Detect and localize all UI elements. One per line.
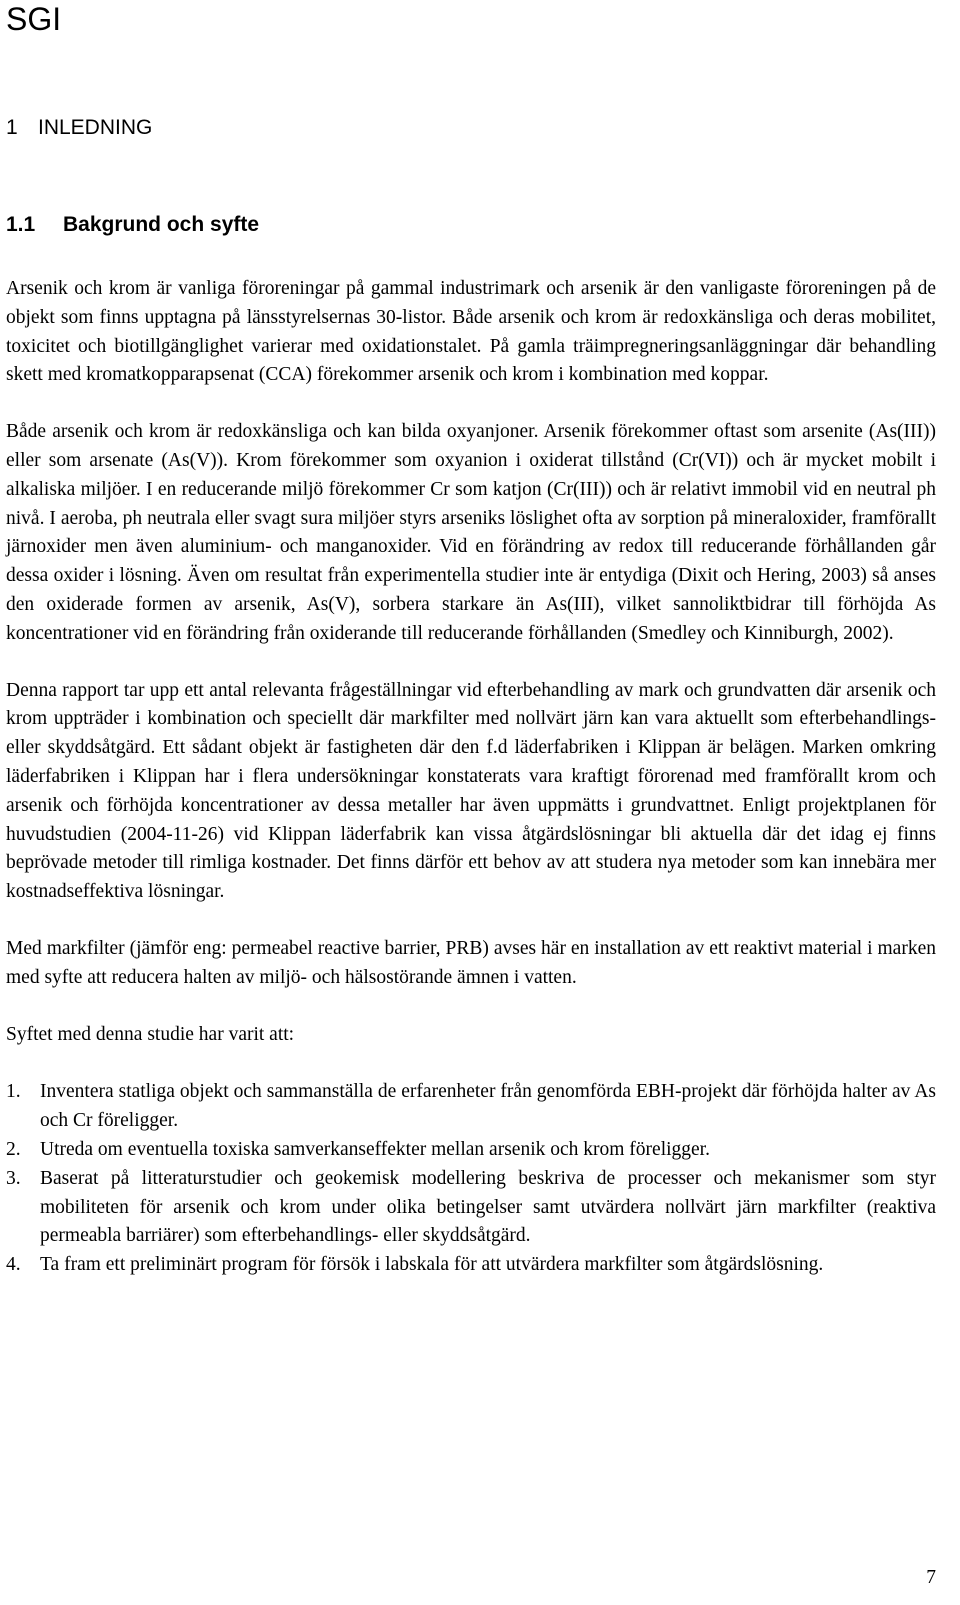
goals-list <box>6 1078 936 1280</box>
list-item-number: 2. <box>6 1138 21 1160</box>
paragraph-purpose-intro: Syftet med denna studie har varit att: <box>6 1023 295 1045</box>
list-item <box>6 1165 936 1251</box>
list-item-number: 3. <box>6 1167 21 1189</box>
subsection-heading <box>6 212 259 238</box>
list-item <box>6 1078 936 1136</box>
list-item-text: Utreda om eventuella toxiska samverkanseffekter mellan arsenik och krom föreligger. <box>40 1138 710 1160</box>
list-item-number: 1. <box>6 1081 21 1103</box>
subsection-number: 1.1 <box>6 213 36 236</box>
paragraph-markfilter: Med markfilter (jämför eng: permeabel reactive barrier, PRB) avses här en installation av ett reaktivt material i marken med syfte att reducera halten av miljö- och hälsostörande ämnen i vatten. <box>6 937 936 988</box>
section-title: INLEDNING <box>38 116 153 139</box>
section-heading <box>6 115 152 141</box>
subsection-title: Bakgrund och syfte <box>63 213 260 236</box>
list-item <box>6 1251 936 1280</box>
paragraph-background: Arsenik och krom är vanliga föroreningar på gammal industrimark och arsenik är den vanligaste föroreningen på de objekt som finns upptagna på länsstyrelsernas 30-listor. Både arsenik och krom är redoxkänsliga och deras mobilitet, toxicitet och biotillgänglighet varierar med oxidationstalet. På gamla träimpregneringsanläggningar där behandling skett med kromatkopparарsenat (CCA) förekommer arsenik och krom i kombination med koppar. <box>6 278 936 386</box>
paragraph-redox: Både arsenik och krom är redoxkänsliga och kan bilda oxyanjoner. Arsenik förekommer oftast som arsenite (As(III)) eller som arsenate (As(V)). Krom förekommer som oxyanion i oxiderat tillstånd (Cr(VI)) och är mycket mobilt i alkaliska miljöer. I en reducerande miljö förekommer Cr som katjon (Cr(III)) och är relativt immobil vid en neutral ph nivå. I aeroba, ph neutrala eller svagt sura miljöer styrs arseniks löslighet ofta av sorption på mineraloxider, framförallt järnoxider men även aluminium- och manganoxider. Vid en förändring av redox till reducerande förhållanden går dessa oxider i lösning. Även om resultat från experimentella studier inte är entydiga (Dixit och Hering, 2003) så anses den oxiderade formen av arsenik, As(V), sorbera starkare än As(III), vilket sannoliktbidrar till förhöjda As koncentrationer vid en förändring från oxiderande till reducerande förhållanden (Smedley och Kinniburgh, 2002). <box>6 421 936 644</box>
list-item-text: Inventera statliga objekt och sammanställa de erfarenheter från genomförda EBH-projekt där förhöjda halter av As och Cr föreligger. <box>40 1081 936 1132</box>
list-item <box>6 1136 936 1165</box>
body-text <box>6 275 936 1280</box>
list-item-number: 4. <box>6 1254 21 1276</box>
sgi-logo: SGI <box>6 1 62 37</box>
list-item-text: Baserat på litteraturstudier och geokemisk modellering beskriva de processer och mekanismer som styr mobiliteten för arsenik och krom under olika betingelser samt utvärdera nollvärt järn markfilter (reaktiva permeabla barriärer) som efterbehandlings- eller skyddsåtgärd. <box>40 1167 936 1247</box>
page-number: 7 <box>926 1567 936 1588</box>
list-item-text: Ta fram ett preliminärt program för försök i labskala för att utvärdera markfilter som åtgärdslösning. <box>40 1254 824 1276</box>
section-number: 1 <box>6 116 18 139</box>
paragraph-report-scope: Denna rapport tar upp ett antal relevanta frågeställningar vid efterbehandling av mark och grundvatten där arsenik och krom uppträder i kombination och speciellt där markfilter med nollvärt järn kan vara aktuellt som efterbehandlings- eller skyddsåtgärd. Ett sådant objekt är fastigheten där den f.d läderfabriken i Klippan är belägen. Marken omkring läderfabriken i Klippan har i flera undersökningar konstaterats vara kraftigt förorenad med framförallt krom och arsenik och förhöjda koncentrationer av dessa metaller har även uppmätts i grundvattnet. Enligt projektplanen för huvudstudien (2004-11-26) vid Klippan läderfabrik kan vissa åtgärdslösningar bli aktuella där det idag ej finns beprövade metoder till rimliga kostnader. Det finns därför ett behov av att studera nya metoder som kan innebära mer kostnadseffektiva lösningar. <box>6 679 936 903</box>
